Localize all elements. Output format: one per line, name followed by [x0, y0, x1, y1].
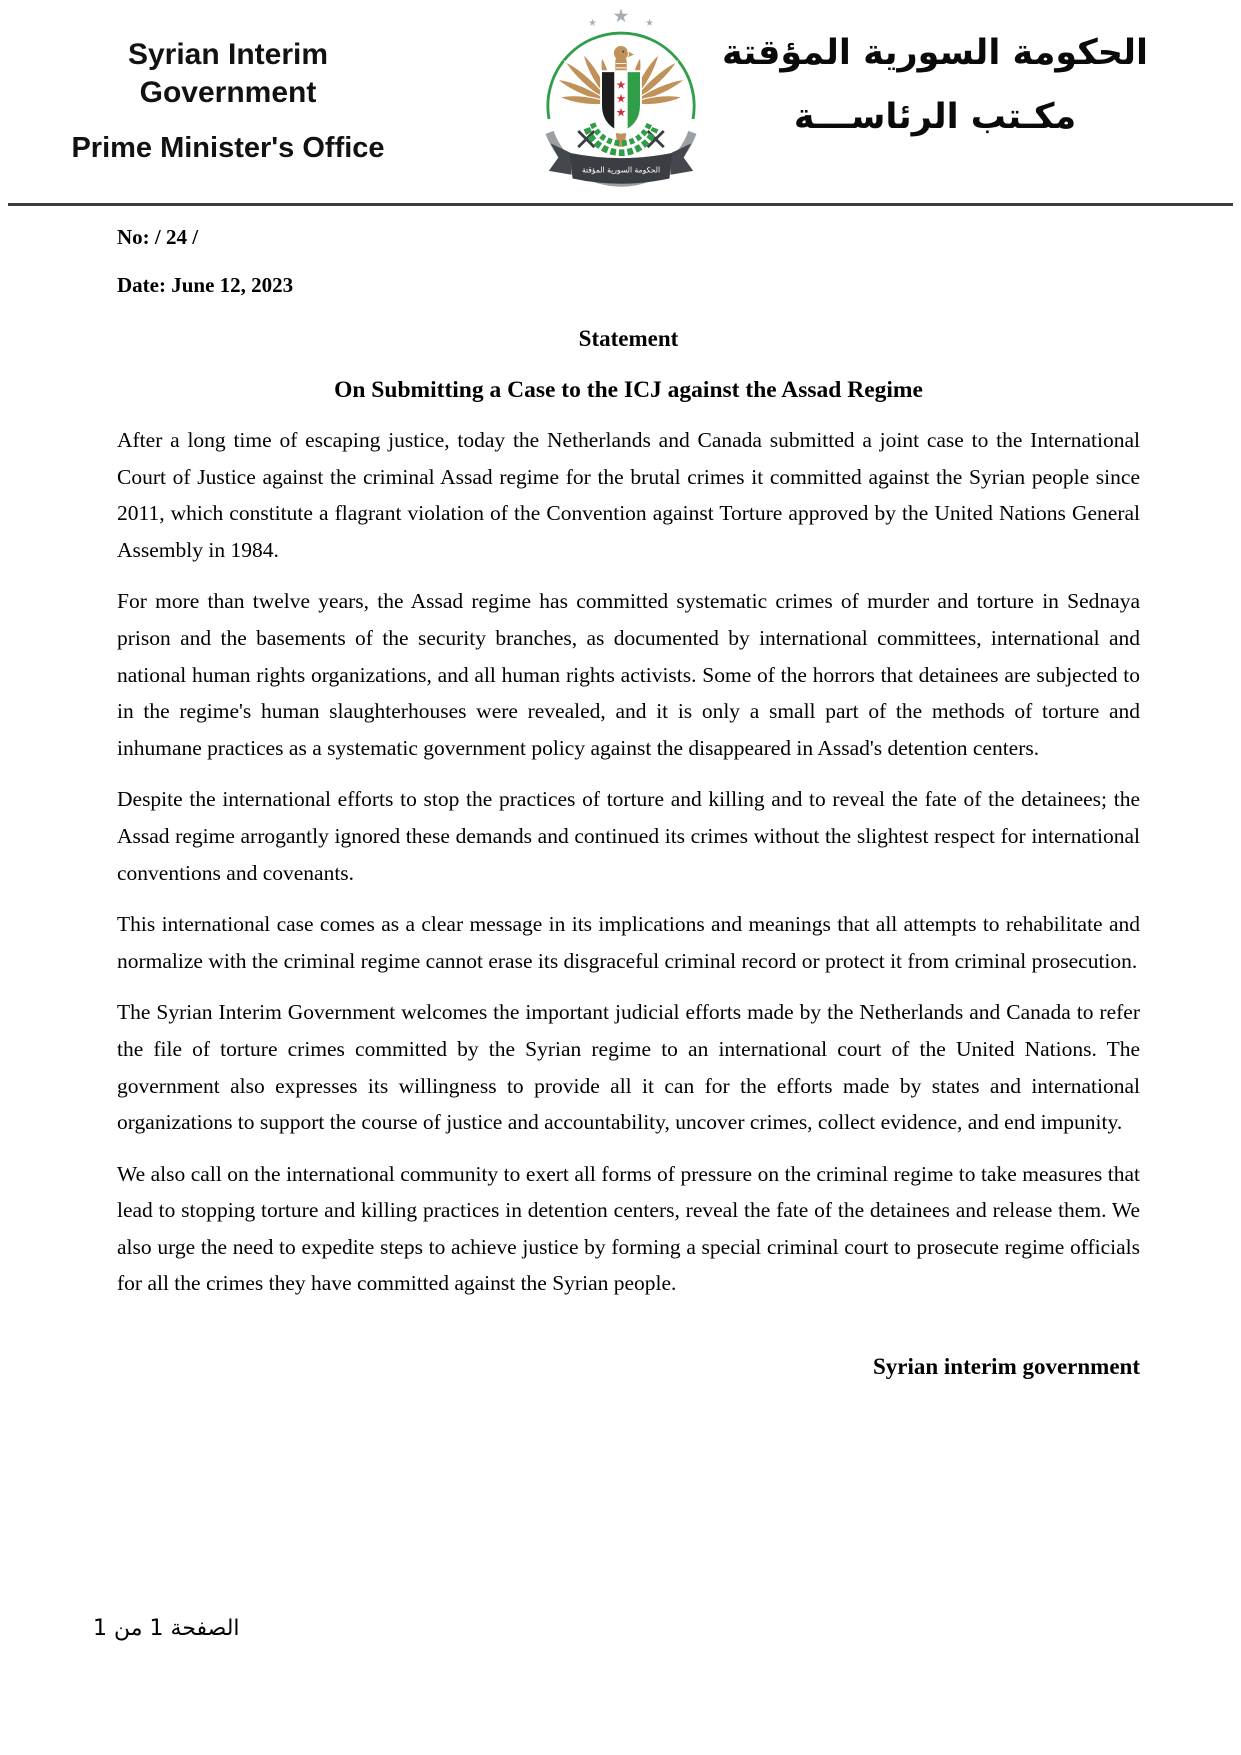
org-name-english-line2: Prime Minister's Office	[71, 132, 385, 164]
org-name-arabic	[715, 30, 1155, 140]
header-divider	[8, 203, 1233, 206]
syrian-interim-government-emblem-icon	[526, 4, 716, 202]
document-number: No: / 24 /	[117, 225, 199, 249]
org-name-english-line1: Syrian Interim Government	[127, 38, 329, 109]
document-subtitle: On Submitting a Case to the ICJ against the Assad Regime	[334, 377, 923, 403]
emblem-stars	[588, 8, 652, 25]
letterhead	[0, 0, 1241, 204]
paragraph-6: We also call on the international community to exert all forms of pressure on the criminal regime to take measures that lead to stopping torture and killing practices in detention centers, reveal the fate of the detainees and release them. We also urge the need to expedite steps to achieve justice by forming a special criminal court to prosecute regime officials for all the crimes they have committed against the Syrian people.	[117, 1161, 1140, 1296]
paragraph-5: The Syrian Interim Government welcomes the important judicial efforts made by the Netherlands and Canada to refer the file of torture crimes committed by the Syrian regime to an international court of the United Nations. The government also expresses its willingness to provide all it can for the efforts made by states and international organizations to support the course of justice and accountability, uncover crimes, collect evidence, and end impunity.	[117, 1000, 1140, 1135]
document-body	[117, 224, 1140, 1403]
document-title: Statement	[578, 326, 679, 351]
page-number: الصفحة 1 من 1	[93, 1616, 240, 1641]
paragraph-4: This international case comes as a clear message in its implications and meanings that all attempts to rehabilitate and normalize with the criminal regime cannot erase its disgraceful criminal record or protect it from criminal prosecution.	[117, 912, 1140, 973]
signature-line: Syrian interim government	[872, 1354, 1140, 1380]
paragraph-2: For more than twelve years, the Assad regime has committed systematic crimes of murder and torture in Sednaya prison and the basements of the security branches, as documented by international committees, international and national human rights organizations, and all human rights activists. Some of the horrors that detainees are subjected to in the regime's human slaughterhouses were revealed, and it is only a small part of the methods of torture and inhumane practices as a systematic government policy against the disappeared in Assad's detention centers.	[117, 589, 1140, 760]
flag-shield-icon	[601, 71, 641, 134]
document-date: Date: June 12, 2023	[117, 273, 294, 297]
paragraph-3: Despite the international efforts to stop the practices of torture and killing and to reveal the fate of the detainees; the Assad regime arrogantly ignored these demands and continued its crimes without the slightest respect for international conventions and covenants.	[117, 787, 1140, 885]
org-name-arabic-line1: الحكومة السورية المؤقتة	[721, 33, 1149, 73]
banner-text: الحكومة السورية المؤقتة	[581, 165, 660, 175]
org-name-english	[37, 36, 419, 167]
org-name-arabic-line2: مكـتب الرئاســـة	[793, 97, 1077, 137]
government-emblem	[526, 4, 716, 207]
paragraph-1: After a long time of escaping justice, today the Netherlands and Canada submitted a joint case to the International Court of Justice against the criminal Assad regime for the brutal crimes it committed against the Syrian people since 2011, which constitute a flagrant violation of the Convention against Torture approved by the United Nations General Assembly in 1984.	[117, 428, 1140, 562]
